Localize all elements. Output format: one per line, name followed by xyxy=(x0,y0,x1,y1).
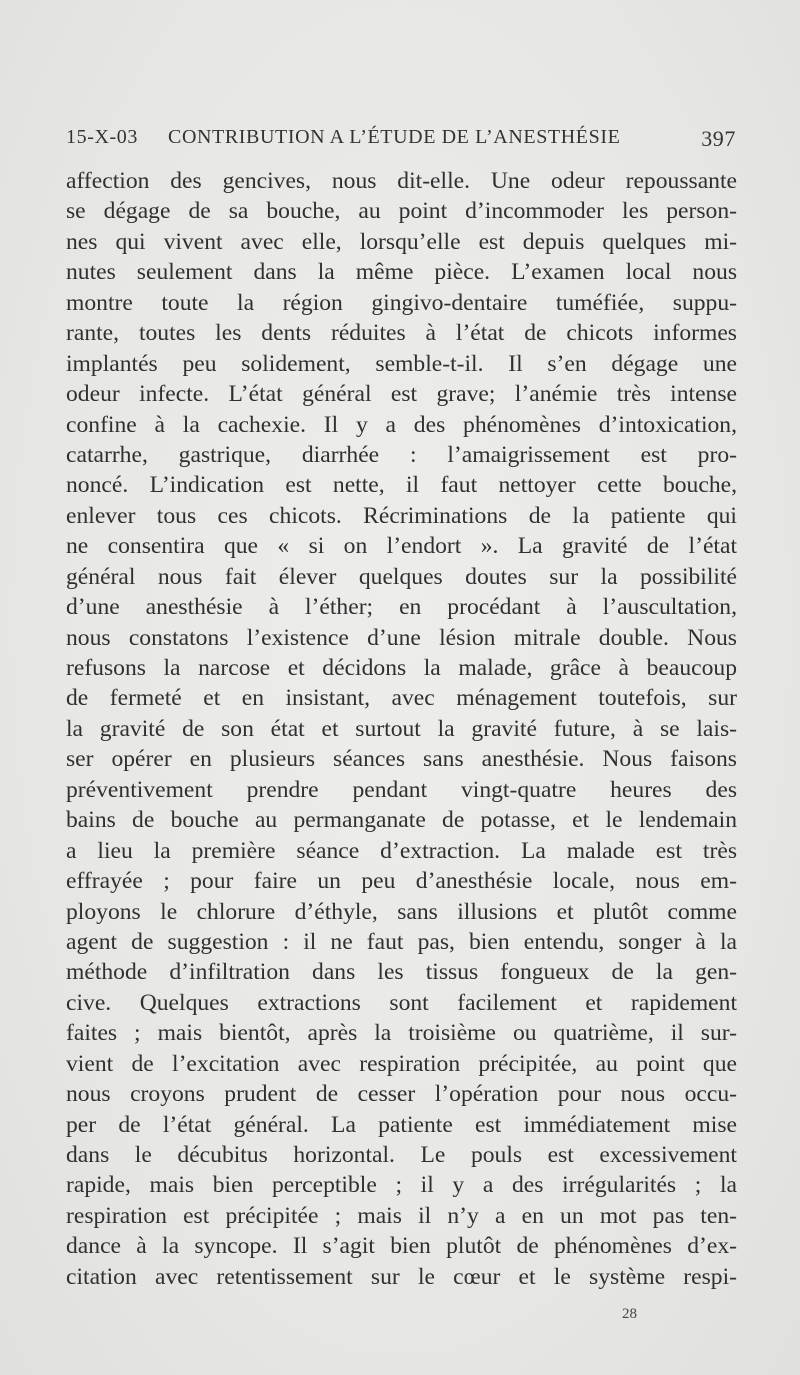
text-line: cive. Quelques extractions sont facilement et rapidement xyxy=(66,989,737,1016)
text-line: dans le décubitus horizontal. Le pouls est excessivement xyxy=(66,1142,737,1168)
header-title: CONTRIBUTION A L’ÉTUDE DE L’ANESTHÉSIE xyxy=(168,126,621,148)
text-line: rante, toutes les dents réduites à l’état de chicots informes xyxy=(66,320,737,347)
text-line: se dégage de sa bouche, au point d’incommoder les person- xyxy=(66,198,737,225)
text-line: respiration est précipitée ; mais il n’y a en un mot pas ten- xyxy=(66,1202,737,1229)
text-line: méthode d’infiltration dans les tissus fongueux de la gen- xyxy=(66,959,737,986)
text-line: nous croyons prudent de cesser l’opération pour nous occu- xyxy=(66,1081,737,1108)
text-line: la gravité de son état et surtout la gravité future, à se lais- xyxy=(66,715,737,742)
text-line: nous constatons l’existence d’une lésion mitrale double. Nous xyxy=(66,624,737,651)
text-line: citation avec retentissement sur le cœur et le système respi- xyxy=(66,1263,737,1290)
text-line: nutes seulement dans la même pièce. L’examen local nous xyxy=(66,259,737,286)
text-line: de fermeté et en insistant, avec ménagement toutefois, sur xyxy=(66,685,737,712)
text-line: vient de l’excitation avec respiration précipitée, au point que xyxy=(66,1050,737,1077)
text-line: bains de bouche au permanganate de potasse, et le lendemain xyxy=(66,807,737,834)
text-line: agent de suggestion : il ne faut pas, bien entendu, songer à la xyxy=(66,928,737,955)
text-line: effrayée ; pour faire un peu d’anesthésie locale, nous em- xyxy=(66,868,737,895)
text-line: catarrhe, gastrique, diarrhée : l’amaigrissement est pro- xyxy=(66,441,737,468)
text-line: implantés peu solidement, semble-t-il. Il s’en dégage une xyxy=(66,350,737,377)
text-line: ne consentira que « si on l’endort ». La gravité de l’état xyxy=(66,533,737,560)
page-number: 397 xyxy=(701,126,736,151)
text-line: montre toute la région gingivo-dentaire tuméfiée, suppu- xyxy=(66,289,737,316)
text-line: rapide, mais bien perceptible ; il y a des irrégularités ; la xyxy=(66,1172,737,1199)
text-line: préventivement prendre pendant vingt-quatre heures des xyxy=(66,776,737,803)
text-line: dance à la syncope. Il s’agit bien plutôt de phénomènes d’ex- xyxy=(66,1233,737,1260)
signature-mark: 28 xyxy=(622,1306,637,1322)
running-header xyxy=(66,126,736,158)
header-date: 15-X-03 xyxy=(66,126,138,148)
text-line: affection des gencives, nous dit-elle. Une odeur repoussante xyxy=(66,168,737,194)
text-line: nes qui vivent avec elle, lorsqu’elle est depuis quelques mi- xyxy=(66,228,737,255)
text-line: enlever tous ces chicots. Récriminations de la patiente qui xyxy=(66,502,737,529)
text-line: ployons le chlorure d’éthyle, sans illusions et plutôt comme xyxy=(66,898,737,925)
text-line: noncé. L’indication est nette, il faut nettoyer cette bouche, xyxy=(66,472,737,499)
text-line: faites ; mais bientôt, après la troisième ou quatrième, il sur- xyxy=(66,1020,737,1047)
text-line: odeur infecte. L’état général est grave; l’anémie très intense xyxy=(66,381,737,408)
text-line: général nous fait élever quelques doutes sur la possibilité xyxy=(66,563,737,590)
text-line: refusons la narcose et décidons la malade, grâce à beaucoup xyxy=(66,655,737,681)
text-line: confine à la cachexie. Il y a des phénomènes d’intoxication, xyxy=(66,411,737,438)
text-line: ser opérer en plusieurs séances sans anesthésie. Nous faisons xyxy=(66,746,737,773)
text-line: a lieu la première séance d’extraction. La malade est très xyxy=(66,837,737,864)
text-line: d’une anesthésie à l’éther; en procédant à l’auscultation, xyxy=(66,594,737,621)
body-text xyxy=(66,166,737,1292)
text-line: per de l’état général. La patiente est immédiatement mise xyxy=(66,1111,737,1138)
